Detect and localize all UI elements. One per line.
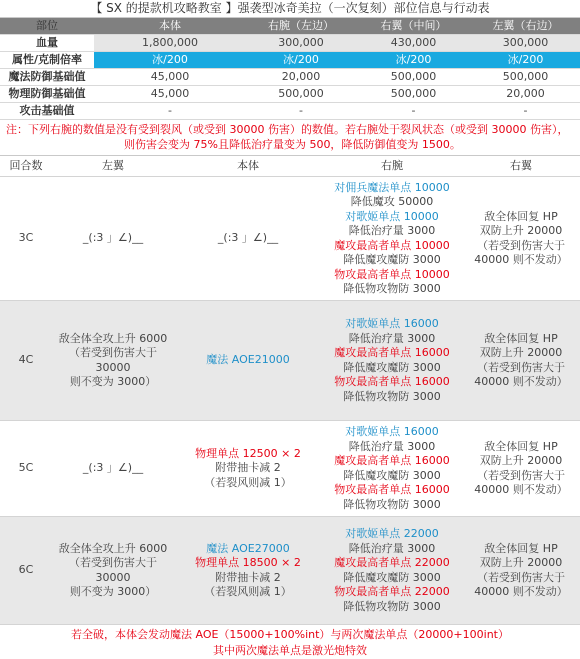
action-line: 魔法 AOE21000 [206, 353, 290, 367]
right-arm-cell [322, 177, 462, 301]
action-line: 降低魔攻魔防 3000 [343, 570, 441, 584]
page-title: 【 SX 的提款机攻略教室 】强袭型冰奇美拉（一次复刻）部位信息与行动表 [0, 0, 580, 18]
info-cell: - [94, 103, 246, 120]
info-row-label: 属性/克制倍率 [0, 52, 94, 69]
action-line: 魔攻最高者单点 10000 [334, 238, 450, 252]
info-row [0, 103, 580, 120]
action-row [0, 301, 580, 421]
info-row [0, 69, 580, 86]
action-line: 敌全体回复 HP [484, 439, 558, 453]
info-cell: 冰/200 [356, 52, 471, 69]
action-line: 敌全体全攻上升 6000 [58, 541, 168, 555]
round-cell: 6C [0, 517, 52, 625]
action-line: _(:3 」∠)__ [82, 461, 144, 475]
info-cell: - [246, 103, 356, 120]
info-header-cell: 部位 [0, 18, 94, 35]
footer-note [0, 625, 580, 659]
action-row [0, 517, 580, 625]
info-cell: 冰/200 [94, 52, 246, 69]
info-cell: 45,000 [94, 69, 246, 86]
action-line: 附带抽卡减 2 [215, 461, 281, 475]
info-header-cell: 右腕（左边） [246, 18, 356, 35]
info-row [0, 35, 580, 52]
body-cell [174, 517, 322, 625]
info-cell: 45,000 [94, 86, 246, 103]
part-info-table [0, 18, 580, 120]
info-cell: 300,000 [246, 35, 356, 52]
action-row [0, 421, 580, 517]
action-line: 物攻最高者单点 10000 [334, 267, 450, 281]
action-line: 降低治疗量 3000 [348, 439, 436, 453]
action-line: 物攻最高者单点 16000 [334, 483, 450, 496]
action-line: 对歌姬单点 16000 [345, 317, 439, 330]
info-cell: 430,000 [356, 35, 471, 52]
action-line: 物攻最高者单点 22000 [334, 585, 450, 598]
right-arm-cell [322, 301, 462, 421]
info-cell: 1,800,000 [94, 35, 246, 52]
action-row [0, 177, 580, 301]
action-line: 降低魔攻魔防 3000 [343, 253, 441, 266]
info-cell: 20,000 [246, 69, 356, 86]
action-line: 40000 则不发动） [474, 483, 568, 496]
action-line: 40000 则不发动） [474, 585, 568, 598]
info-header-cell: 左翼（右边） [471, 18, 580, 35]
info-row-label: 攻击基础值 [0, 103, 94, 120]
action-line: 敌全体全攻上升 6000 [58, 331, 168, 345]
info-row-label: 物理防御基础值 [0, 86, 94, 103]
info-cell: - [356, 103, 471, 120]
action-line: 降低魔攻魔防 3000 [343, 468, 441, 482]
right-wing-cell [462, 301, 580, 421]
info-cell: 500,000 [356, 69, 471, 86]
action-line: 魔攻最高者单点 22000 [334, 556, 450, 569]
info-cell: 500,000 [246, 86, 356, 103]
body-cell [174, 301, 322, 421]
action-line: （若受到伤害大于 [477, 468, 565, 482]
action-line: 对佣兵魔法单点 10000 [334, 180, 450, 194]
action-line: 降低物攻物防 3000 [343, 282, 441, 295]
action-line: 对歌姬单点 22000 [345, 527, 439, 540]
action-line: 则不变为 3000） [69, 585, 157, 598]
info-header-cell: 本体 [94, 18, 246, 35]
action-line: 敌全体回复 HP [484, 331, 558, 345]
action-line: （若受到伤害大于 30000 [69, 556, 157, 584]
footer-line-2: 其中两次魔法单点是激光炮特效 [213, 644, 367, 657]
info-row-label: 魔法防御基础值 [0, 69, 94, 86]
action-header-cell: 本体 [174, 156, 322, 177]
info-header-cell: 右翼（中间） [356, 18, 471, 35]
action-line: 40000 则不发动） [474, 375, 568, 388]
action-line: （若受到伤害大于 30000 [69, 346, 157, 374]
right-wing-cell [462, 177, 580, 301]
footer-line-1: 若全破，本体会发动魔法 AOE（15000+100%int）与两次魔法单点（20000+100int） [71, 628, 509, 641]
info-header-row [0, 18, 580, 35]
action-line: 降低物攻物防 3000 [343, 497, 441, 511]
action-line: 魔攻最高者单点 16000 [334, 346, 450, 359]
action-line: 40000 则不发动） [474, 253, 568, 266]
info-cell: 20,000 [471, 86, 580, 103]
action-header-cell: 回合数 [0, 156, 52, 177]
action-line: 敌全体回复 HP [484, 541, 558, 555]
action-line: （若受到伤害大于 [477, 238, 565, 252]
right-arm-cell [322, 517, 462, 625]
action-line: 魔法 AOE27000 [206, 541, 290, 555]
info-cell: 500,000 [471, 69, 580, 86]
round-cell: 5C [0, 421, 52, 517]
action-line: 附带抽卡减 2 [215, 570, 281, 584]
left-wing-cell [52, 177, 174, 301]
info-cell: 500,000 [356, 86, 471, 103]
action-line: 降低魔攻魔防 3000 [343, 360, 441, 374]
body-cell [174, 421, 322, 517]
info-row [0, 52, 580, 69]
info-cell: - [471, 103, 580, 120]
action-header-row [0, 156, 580, 177]
note-line-2: 则伤害会变为 75%且降低治疗量变为 500，降低防御值变为 1500。 [124, 138, 461, 151]
info-row-label: 血量 [0, 35, 94, 52]
action-line: 敌全体回复 HP [484, 209, 558, 223]
right-wing-cell [462, 421, 580, 517]
info-cell: 冰/200 [471, 52, 580, 69]
right-arm-cell [322, 421, 462, 517]
body-cell [174, 177, 322, 301]
action-line: 双防上升 20000 [479, 224, 563, 237]
action-line: 物理单点 18500 × 2 [195, 556, 301, 569]
action-line: 降低治疗量 3000 [348, 541, 436, 555]
action-line: 则不变为 3000） [69, 375, 157, 388]
action-line: 双防上升 20000 [479, 556, 563, 569]
action-line: 双防上升 20000 [479, 454, 563, 467]
left-wing-cell [52, 517, 174, 625]
info-cell: 冰/200 [246, 52, 356, 69]
action-line: 降低物攻物防 3000 [343, 599, 441, 613]
action-line: （若受到伤害大于 [477, 570, 565, 584]
action-line: 降低魔攻 50000 [350, 195, 434, 208]
red-note [0, 120, 580, 156]
round-cell: 3C [0, 177, 52, 301]
action-header-cell: 右腕 [322, 156, 462, 177]
left-wing-cell [52, 301, 174, 421]
action-line: （若裂风则减 1） [204, 475, 292, 489]
action-line: _(:3 」∠)__ [217, 231, 279, 245]
action-header-cell: 右翼 [462, 156, 580, 177]
action-line: 降低物攻物防 3000 [343, 389, 441, 403]
action-line: 双防上升 20000 [479, 346, 563, 359]
action-header-cell: 左翼 [52, 156, 174, 177]
action-line: （若裂风则减 1） [204, 585, 292, 598]
action-line: 降低治疗量 3000 [348, 224, 436, 237]
note-line-1: 注：下列右腕的数值是没有受到裂风（或受到 30000 伤害）的数值。若右腕处于裂风状态（或受到 30000 伤害）， [6, 123, 569, 136]
info-cell: 300,000 [471, 35, 580, 52]
round-cell: 4C [0, 301, 52, 421]
right-wing-cell [462, 517, 580, 625]
action-table [0, 156, 580, 625]
action-line: 物理单点 12500 × 2 [195, 446, 301, 460]
action-line: 对歌姬单点 16000 [345, 425, 439, 438]
left-wing-cell [52, 421, 174, 517]
action-line: 物攻最高者单点 16000 [334, 375, 450, 388]
info-row [0, 86, 580, 103]
action-line: _(:3 」∠)__ [82, 231, 144, 245]
action-line: 对歌姬单点 10000 [345, 209, 439, 223]
action-line: （若受到伤害大于 [477, 360, 565, 374]
action-line: 魔攻最高者单点 16000 [334, 454, 450, 467]
action-line: 降低治疗量 3000 [348, 331, 436, 345]
